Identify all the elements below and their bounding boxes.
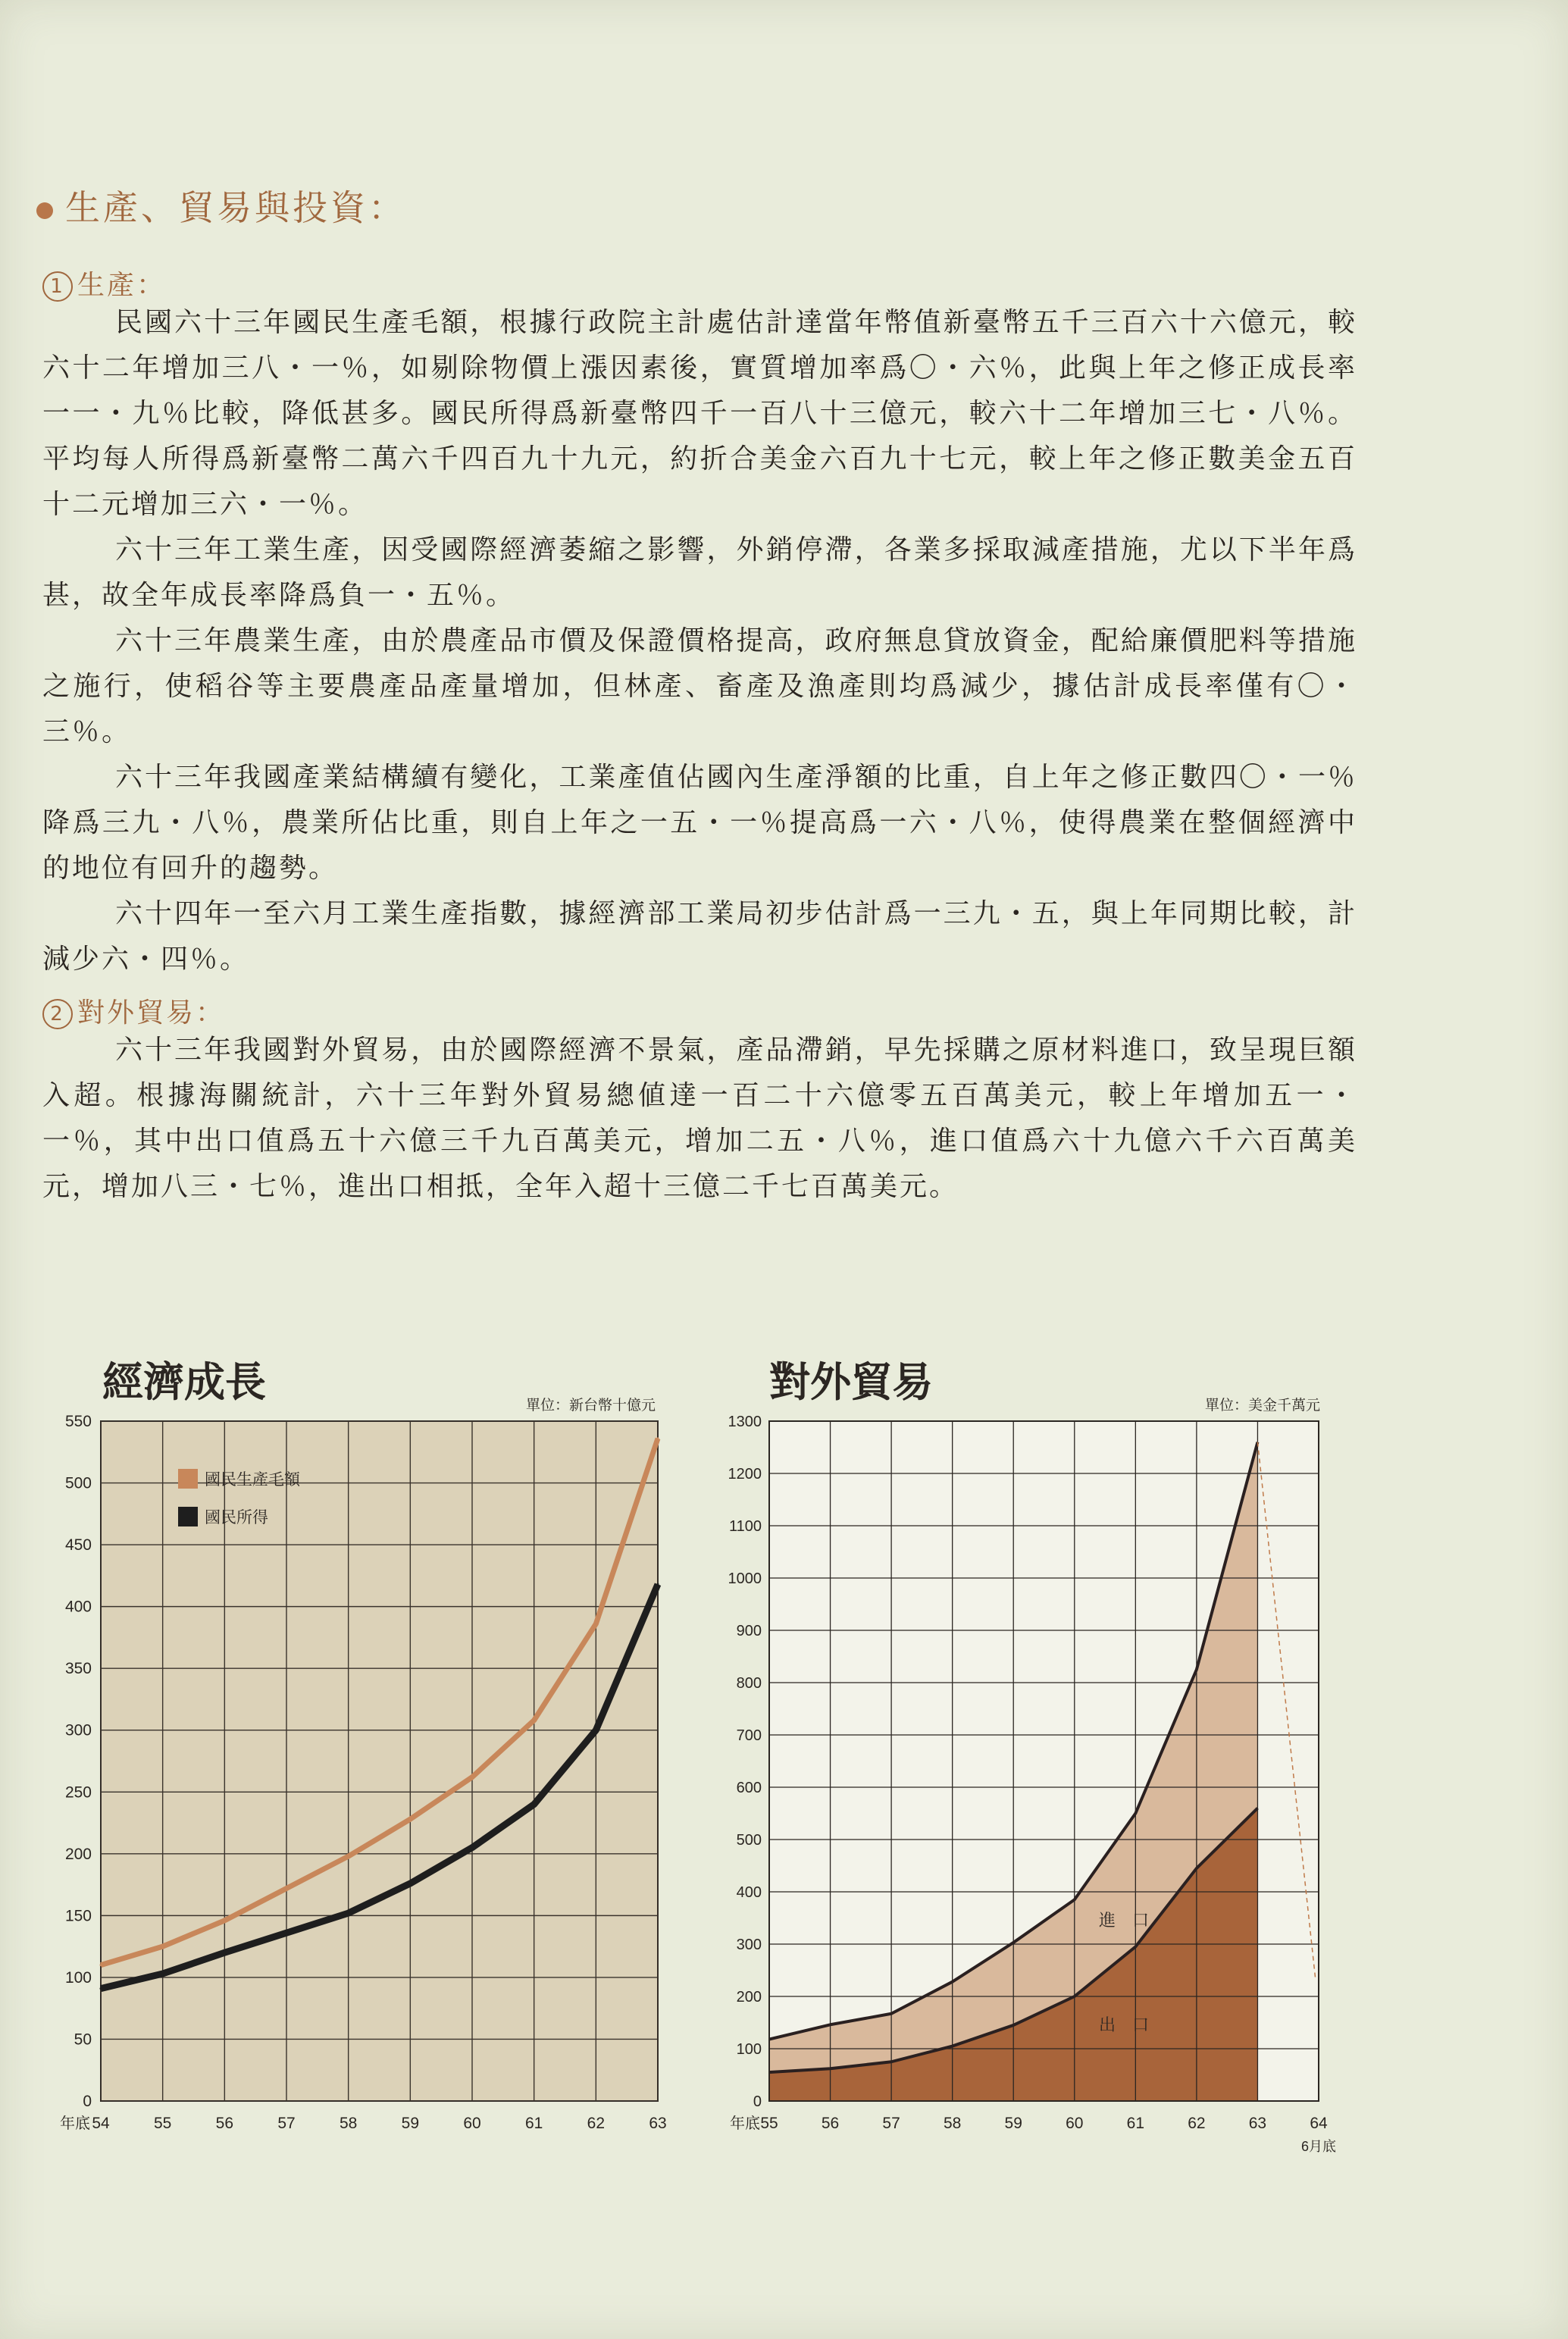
chart-unit: 單位：新台幣十億元 <box>525 1398 656 1414</box>
y-tick-label: 700 <box>736 1727 762 1744</box>
y-tick-label: 800 <box>736 1675 762 1692</box>
x-tick-note: 6月底 <box>1300 2139 1337 2154</box>
trade-heading: 2 對外貿易： <box>42 991 225 1030</box>
x-tick-label: 59 <box>401 2115 420 2132</box>
x-tick-label: 63 <box>649 2115 667 2132</box>
x-tick-label: 64 <box>1310 2115 1328 2132</box>
export-label: 出 口 <box>1099 2015 1150 2034</box>
y-tick-label: 500 <box>736 1832 762 1849</box>
chart-title: 對外貿易 <box>769 1358 933 1406</box>
data-point <box>657 1437 659 1439</box>
y-tick-label: 200 <box>736 1989 762 2006</box>
y-tick-label: 300 <box>64 1721 92 1739</box>
bullet-icon <box>36 202 53 219</box>
x-tick-label: 56 <box>215 2115 234 2132</box>
x-tick-label: 62 <box>1188 2115 1206 2132</box>
x-tick-label: 60 <box>1066 2115 1084 2132</box>
y-tick-label: 600 <box>736 1780 762 1796</box>
x-tick-label: 60 <box>463 2115 481 2132</box>
data-point <box>100 1987 102 1990</box>
y-tick-label: 1200 <box>728 1466 762 1483</box>
data-point <box>657 1583 659 1586</box>
import-label: 進 口 <box>1099 1910 1150 1930</box>
production-paragraph-2: 六十三年工業生產，因受國際經濟萎縮之影響，外銷停滯，各業多採取減產措施，尤以下半年爲甚，故全年成長率降爲負一・五％。 <box>42 534 1357 611</box>
x-axis-prefix: 年底 <box>730 2115 760 2132</box>
y-tick-label: 400 <box>64 1598 92 1616</box>
data-point <box>409 1818 412 1821</box>
y-tick-label: 1100 <box>728 1518 762 1535</box>
data-point <box>347 1912 349 1915</box>
x-tick-label: 61 <box>524 2115 543 2132</box>
data-point <box>286 1887 288 1890</box>
y-tick-label: 900 <box>736 1623 762 1639</box>
data-point <box>224 1952 226 1954</box>
y-tick-label: 150 <box>64 1907 92 1925</box>
x-tick-label: 54 <box>92 2115 110 2132</box>
data-point <box>161 1946 164 1948</box>
x-tick-label: 59 <box>1004 2115 1022 2132</box>
data-point <box>286 1932 288 1934</box>
legend-swatch <box>178 1469 198 1489</box>
legend-label: 國民生產毛額 <box>205 1471 300 1489</box>
legend-swatch <box>178 1507 198 1526</box>
chart-unit: 單位：美金千萬元 <box>1204 1398 1320 1414</box>
y-tick-label: 0 <box>83 2093 92 2110</box>
data-point <box>471 1846 474 1849</box>
x-tick-label: 57 <box>882 2115 900 2132</box>
data-point <box>595 1623 597 1625</box>
data-point <box>533 1803 535 1805</box>
y-tick-label: 550 <box>64 1413 92 1430</box>
x-tick-label: 62 <box>587 2115 606 2132</box>
x-axis-prefix: 年底 <box>60 2115 90 2132</box>
x-tick-label: 63 <box>1248 2115 1267 2132</box>
data-point <box>409 1882 412 1884</box>
x-tick-label: 56 <box>821 2115 840 2132</box>
trade-paragraph-1: 六十三年我國對外貿易，由於國際經濟不景氣，產品滯銷，早先採購之原材料進口，致呈現巨額入超。根據海關統計，六十三年對外貿易總値達一百二十六億零五百萬美元，較上年增加五一・一％，其中出口值爲五十六億三千九百萬美元，增加二五・八％，進口值爲六十九億六千六百萬美元，增加八三・七％，進出口相抵，全年入超十三億二千七百萬美元。 <box>42 1035 1357 1202</box>
y-tick-label: 500 <box>64 1474 92 1492</box>
y-tick-label: 1300 <box>728 1414 762 1430</box>
production-paragraph-3: 六十三年農業生產，由於農產品市價及保證價格提高，政府無息貸放資金，配給廉價肥料等措施之施行，使稻谷等主要農產品產量增加，但林產、畜產及漁產則均爲減少，據估計成長率僅有〇・三％。 <box>42 625 1357 747</box>
chart-title: 經濟成長 <box>102 1358 266 1406</box>
section-title: 生產、貿易與投資： <box>36 180 406 230</box>
x-tick-label: 57 <box>277 2115 296 2132</box>
production-paragraph-4: 六十三年我國產業結構續有變化，工業產值佔國內生產淨額的比重，自上年之修正數四〇・一％降爲三九・八％，農業所佔比重，則自上年之一五・一％提高爲一六・八％，使得農業在整個經濟中的地位有回升的趨勢。 <box>42 762 1357 884</box>
production-paragraph-1: 民國六十三年國民生產毛額，根據行政院主計處估計達當年幣值新臺幣五千三百六十六億元，較六十二年增加三八・一％，如剔除物價上漲因素後，實質增加率爲〇・六％，此與上年之修正成長率一一・九％比較，降低甚多。國民所得爲新臺幣四千一百八十三億元，較六十二年增加三七・八％。平均每人所得爲新臺幣二萬六千四百九十九元，約折合美金六百九十七元，較上年之修正數美金五百十二元增加三六・一％。 <box>42 307 1357 520</box>
data-point <box>595 1729 597 1731</box>
circled-number: 1 <box>42 271 73 302</box>
y-tick-label: 100 <box>736 2041 762 2058</box>
y-tick-label: 350 <box>64 1660 92 1678</box>
x-tick-label: 61 <box>1126 2115 1145 2132</box>
data-point <box>347 1855 349 1858</box>
x-tick-label: 58 <box>943 2115 962 2132</box>
y-tick-label: 50 <box>74 2031 92 2049</box>
circled-number: 2 <box>42 999 73 1029</box>
y-tick-label: 200 <box>64 1845 92 1863</box>
data-point <box>100 1964 102 1966</box>
foreign-trade-chart <box>720 1334 1349 2168</box>
y-tick-label: 400 <box>736 1884 762 1901</box>
data-point <box>471 1776 474 1778</box>
y-tick-label: 300 <box>736 1937 762 1953</box>
legend-label: 國民所得 <box>205 1509 268 1526</box>
production-heading: 1 生產： <box>42 264 166 302</box>
y-tick-label: 0 <box>753 2093 762 2110</box>
x-tick-label: 58 <box>339 2115 358 2132</box>
data-point <box>224 1919 226 1921</box>
y-tick-label: 450 <box>64 1536 92 1555</box>
y-tick-label: 250 <box>64 1783 92 1802</box>
x-tick-label: 55 <box>153 2115 172 2132</box>
economic-growth-chart <box>45 1334 690 2168</box>
data-point <box>533 1719 535 1721</box>
y-tick-label: 1000 <box>728 1570 762 1587</box>
production-paragraph-5: 六十四年一至六月工業生產指數，據經濟部工業局初步估計爲一三九・五，與上年同期比較，計減少六・四％。 <box>42 898 1357 975</box>
y-tick-label: 100 <box>64 1968 92 1987</box>
x-tick-label: 55 <box>760 2115 778 2132</box>
data-point <box>161 1973 164 1975</box>
